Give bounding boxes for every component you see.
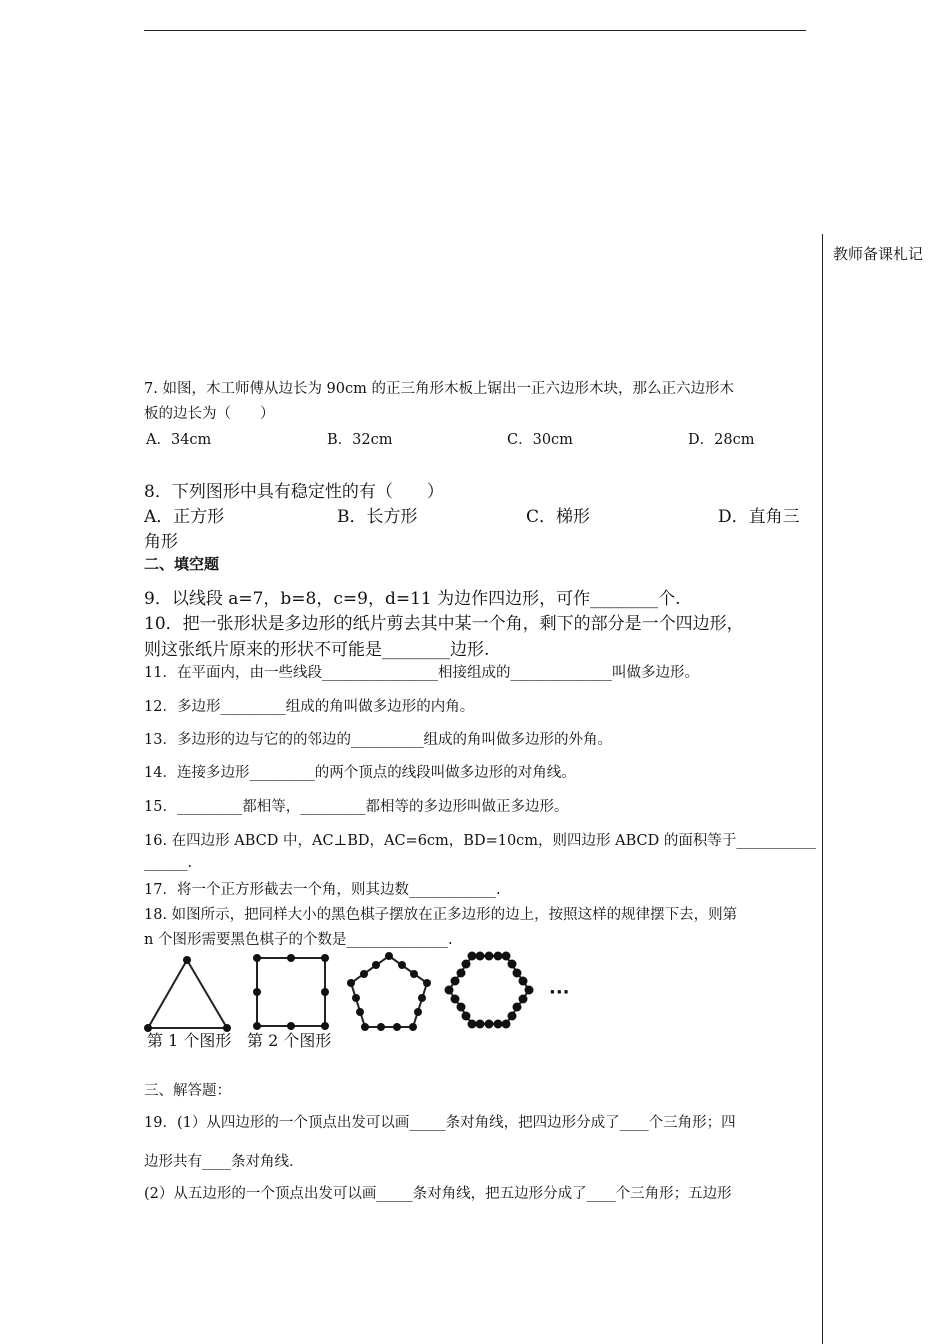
chess-piece [183,956,191,964]
chess-piece [360,970,368,978]
figure2-square [253,954,329,1030]
chess-piece [398,961,406,969]
chess-piece [462,1012,471,1021]
q10-line1: 10．把一张形状是多边形的纸片剪去其中某一个角，剩下的部分是一个四边形， [144,614,744,634]
q8-option-a: A．正方形 [144,507,225,527]
q13: 13．多边形的边与它的的邻边的__________组成的角叫做多边形的外角。 [144,732,612,748]
chess-piece [321,954,329,962]
chess-piece [356,1008,364,1016]
figure1-triangle [144,956,231,1032]
header-rule [144,30,806,31]
q10-line2: 则这张纸片原来的形状不可能是________边形. [144,640,490,660]
margin-rule [822,234,823,1344]
teacher-notes-label: 教师备课札记 [833,245,924,263]
q16-line2: ______. [144,855,193,871]
q18-line2: n 个图形需要黑色棋子的个数是______________. [144,932,453,948]
chess-piece [485,952,494,961]
section2-heading: 二、填空题 [144,555,220,573]
figure-ellipsis: ··· [549,982,570,1003]
q18-line1: 18. 如图所示，把同样大小的黑色棋子摆放在正多边形的边上，按照这样的规律摆下去，则第 [144,907,738,923]
chess-piece [253,988,261,996]
chess-piece [494,1020,503,1029]
chess-piece [502,1020,511,1029]
chess-piece [468,952,477,961]
chess-piece [423,979,431,987]
figure3-pentagon [347,952,431,1031]
q19-line1: 19．(1）从四边形的一个顶点出发可以画_____条对角线，把四边形分成了____个三角形；四 [144,1115,736,1131]
q16-line1: 16. 在四边形 ABCD 中，AC⊥BD，AC=6cm，BD=10cm，则四边形 ABCD 的面积等于___________ [144,833,817,849]
q15: 15．_________都相等，_________都相等的多边形叫做正多边形。 [144,799,569,815]
chess-piece [377,1023,385,1031]
q8-option-d-wrap: 角形 [144,532,178,552]
chess-piece [352,994,360,1002]
chess-piece [476,1020,485,1029]
q12: 12．多边形_________组成的角叫做多边形的内角。 [144,699,475,715]
chess-piece [462,960,471,969]
q7-option-d: D．28cm [688,432,755,448]
q7-option-a: A．34cm [146,432,212,448]
q9: 9．以线段 a=7，b=8，c=9，d=11 为边作四边形，可作________个. [144,589,681,609]
chess-piece [385,952,393,960]
chess-piece [410,970,418,978]
chess-piece [508,960,517,969]
chess-piece [502,952,511,961]
chess-piece [253,954,261,962]
chess-piece [457,1003,466,1012]
chess-piece [361,1023,369,1031]
q7-line2: 板的边长为（ ） [144,406,275,422]
q19-line3: (2）从五边形的一个顶点出发可以画_____条对角线，把五边形分成了____个三角形；五边形 [144,1186,732,1202]
q11: 11．在平面内，由一些线段________________相接组成的______________叫做多边形。 [144,665,699,681]
q8-stem: 8．下列图形中具有稳定性的有（ ） [144,482,444,502]
chess-piece [321,988,329,996]
figure4-hexagon [445,952,534,1029]
chess-piece [519,977,528,986]
q7-line1: 7. 如图，木工师傅从边长为 90cm 的正三角形木板上锯出一正六边形木块，那么正六边形木 [144,381,734,397]
q8-option-c: C．梯形 [526,507,591,527]
figure2-caption: 第 2 个图形 [247,1031,332,1050]
chess-piece [513,1003,522,1012]
chess-piece [468,1020,477,1029]
chess-piece [451,995,460,1004]
chess-piece [476,952,485,961]
chess-piece [451,977,460,986]
q8-option-d: D．直角三 [718,507,800,527]
chess-piece [508,1012,517,1021]
chess-piece [414,1008,422,1016]
chess-piece [494,952,503,961]
chess-piece [393,1023,401,1031]
q19-line2: 边形共有____条对角线． [144,1154,304,1170]
chess-piece [347,979,355,987]
chess-piece [485,1020,494,1029]
q8-option-b: B．长方形 [337,507,418,527]
q17: 17．将一个正方形截去一个角，则其边数____________. [144,882,501,898]
chess-piece [372,961,380,969]
chess-piece [457,969,466,978]
chess-piece [287,954,295,962]
chess-piece [519,995,528,1004]
chess-piece [409,1023,417,1031]
section3-heading: 三、解答题： [144,1083,231,1099]
figure1-caption: 第 1 个图形 [147,1031,232,1050]
q7-option-c: C．30cm [507,432,573,448]
chess-piece [418,994,426,1002]
chess-piece [525,986,534,995]
chess-piece [513,969,522,978]
q7-option-b: B．32cm [327,432,393,448]
chess-piece [445,986,454,995]
q14: 14．连接多边形_________的两个顶点的线段叫做多边形的对角线。 [144,765,576,781]
